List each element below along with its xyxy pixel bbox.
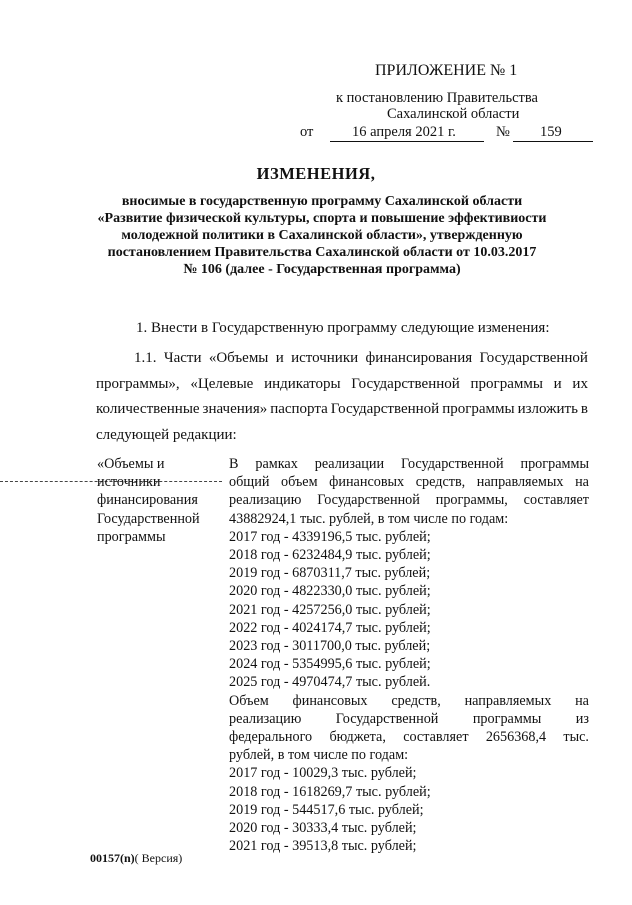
year-amount-line: 2017 год - 10029,3 тыс. рублей; [229, 765, 417, 782]
word: составляет [403, 729, 469, 746]
paragraph-line [96, 397, 588, 423]
resolution-number: 159 [540, 124, 562, 140]
federal-years-list [229, 764, 589, 855]
word: программы [472, 710, 542, 727]
appendix-title: ПРИЛОЖЕНИЕ № 1 [375, 62, 518, 79]
word: и [275, 350, 284, 366]
word: общий [229, 474, 270, 491]
year-amount-line: 2017 год - 4339196,5 тыс. рублей; [229, 528, 431, 545]
word: Государственной [335, 710, 439, 727]
word: и [553, 375, 562, 392]
word: реализацию [229, 710, 302, 727]
word: из [575, 710, 589, 727]
word: количественные [96, 401, 200, 417]
year-amount-line: 2023 год - 3011700,0 тыс. рублей; [229, 638, 431, 655]
word: реализации [314, 456, 385, 472]
word: 2656368,4 [485, 729, 547, 746]
paragraph-line [96, 423, 588, 449]
year-amount-line: 2020 год - 30333,4 тыс. рублей; [229, 820, 417, 837]
year-amount-line: 2025 год - 4970474,7 тыс. рублей. [229, 674, 431, 691]
word: финансовых [292, 692, 368, 709]
word: финансирования [365, 350, 473, 366]
from-label: от [300, 124, 314, 140]
word: В [229, 456, 239, 472]
word: Государственной [479, 350, 588, 366]
word: федерального [229, 729, 313, 746]
word: на [575, 692, 589, 709]
word: паспорта [270, 401, 328, 417]
table-right-cell [229, 455, 589, 855]
word: программы [470, 375, 543, 392]
word: Государственной [330, 401, 440, 417]
date-underline [330, 141, 484, 142]
word: тыс. [563, 729, 589, 746]
paragraph-line [96, 372, 588, 398]
word: изложить [517, 401, 578, 417]
word: «Целевые [190, 375, 254, 392]
appendix-line-2: Сахалинской области [387, 106, 520, 122]
number-underline [513, 141, 593, 142]
year-amount-line: 2021 год - 4257256,0 тыс. рублей; [229, 601, 431, 618]
document-code: 00157(n) [90, 851, 135, 865]
funding-intro-line: 43882924,1 тыс. рублей, в том числе по годам: [229, 510, 509, 527]
resolution-date-row [300, 124, 600, 144]
word: Объем [229, 692, 269, 709]
year-amount-line: 2019 год - 6870311,7 тыс. рублей; [229, 565, 431, 582]
word: Государственной [317, 492, 420, 509]
total-years-list [229, 528, 589, 692]
subtitle-line: «Развитие физической культуры, спорта и повышение эффективиости [97, 211, 547, 226]
paragraph-1-1 [96, 346, 588, 448]
left-cell-line: источники [97, 474, 161, 491]
resolution-date: 16 апреля 2021 г. [352, 124, 456, 140]
word: программы», [96, 375, 180, 392]
word: индикаторы [264, 375, 341, 392]
word: программы, [435, 492, 508, 509]
funding-intro-line [229, 455, 589, 473]
word: следующей редакции: [96, 426, 237, 443]
word: Государственной [400, 456, 504, 472]
federal-intro-line [229, 692, 589, 710]
federal-intro-line [229, 710, 589, 728]
word: программы [442, 401, 515, 417]
word: составляет [523, 492, 589, 509]
federal-intro-line: рублей, в том числе по годам: [229, 747, 409, 764]
word: направляемых [464, 692, 552, 709]
word: их [572, 375, 588, 392]
paragraph-line [96, 346, 588, 372]
word: средств, [415, 474, 466, 491]
year-amount-line: 2020 год - 4822330,0 тыс. рублей; [229, 583, 431, 600]
year-amount-line: 2018 год - 6232484,9 тыс. рублей; [229, 547, 431, 564]
left-cell-line: финансирования [97, 492, 198, 509]
word: финансовых [329, 474, 405, 491]
subtitle-line: молодежной политики в Сахалинской области», утвержденную [121, 228, 523, 243]
paragraph-1: 1. Внести в Государственную программу следующие изменения: [136, 320, 550, 336]
year-amount-line: 2022 год - 4024174,7 тыс. рублей; [229, 619, 431, 636]
word: бюджета, [329, 729, 386, 746]
document-subtitle [82, 193, 562, 278]
word: Государственной [351, 375, 460, 392]
word: рамках [255, 456, 298, 472]
word: реализацию [229, 492, 302, 509]
funding-intro-line [229, 491, 589, 509]
word: объем [281, 474, 318, 491]
word: программы [520, 456, 589, 472]
word: средств, [391, 692, 441, 709]
year-amount-line: 2019 год - 544517,6 тыс. рублей; [229, 801, 424, 818]
subtitle-line: вносимые в государственную программу Сахалинской области [121, 194, 523, 209]
word: в [580, 401, 588, 417]
year-amount-line: 2018 год - 1618269,7 тыс. рублей; [229, 783, 431, 800]
word: 1.1. [134, 350, 157, 366]
left-cell-line: программы [97, 528, 166, 545]
table-left-cell [97, 455, 222, 546]
appendix-line-1: к постановлению Правительства [336, 90, 538, 106]
footer-code [90, 851, 182, 866]
year-amount-line: 2021 год - 39513,8 тыс. рублей; [229, 838, 417, 855]
subtitle-line: постановлением Правительства Сахалинской области от 10.03.2017 [107, 245, 537, 260]
word: значения» [202, 401, 268, 417]
word: направляемых [476, 474, 564, 491]
document-title: ИЗМЕНЕНИЯ, [256, 164, 376, 183]
word: «Объемы [208, 350, 269, 366]
year-amount-line: 2024 год - 5354995,6 тыс. рублей; [229, 656, 431, 673]
left-cell-line: «Объемы и [97, 456, 165, 472]
left-cell-line: Государственной [97, 510, 200, 527]
word: Части [163, 350, 202, 366]
document-version: ( Версия) [134, 851, 183, 865]
word: на [575, 474, 589, 491]
federal-intro-line [229, 728, 589, 746]
number-label: № [496, 124, 510, 140]
funding-intro-line [229, 473, 589, 491]
word: источники [291, 350, 359, 366]
subtitle-line: № 106 (далее - Государственная программа) [183, 262, 461, 277]
